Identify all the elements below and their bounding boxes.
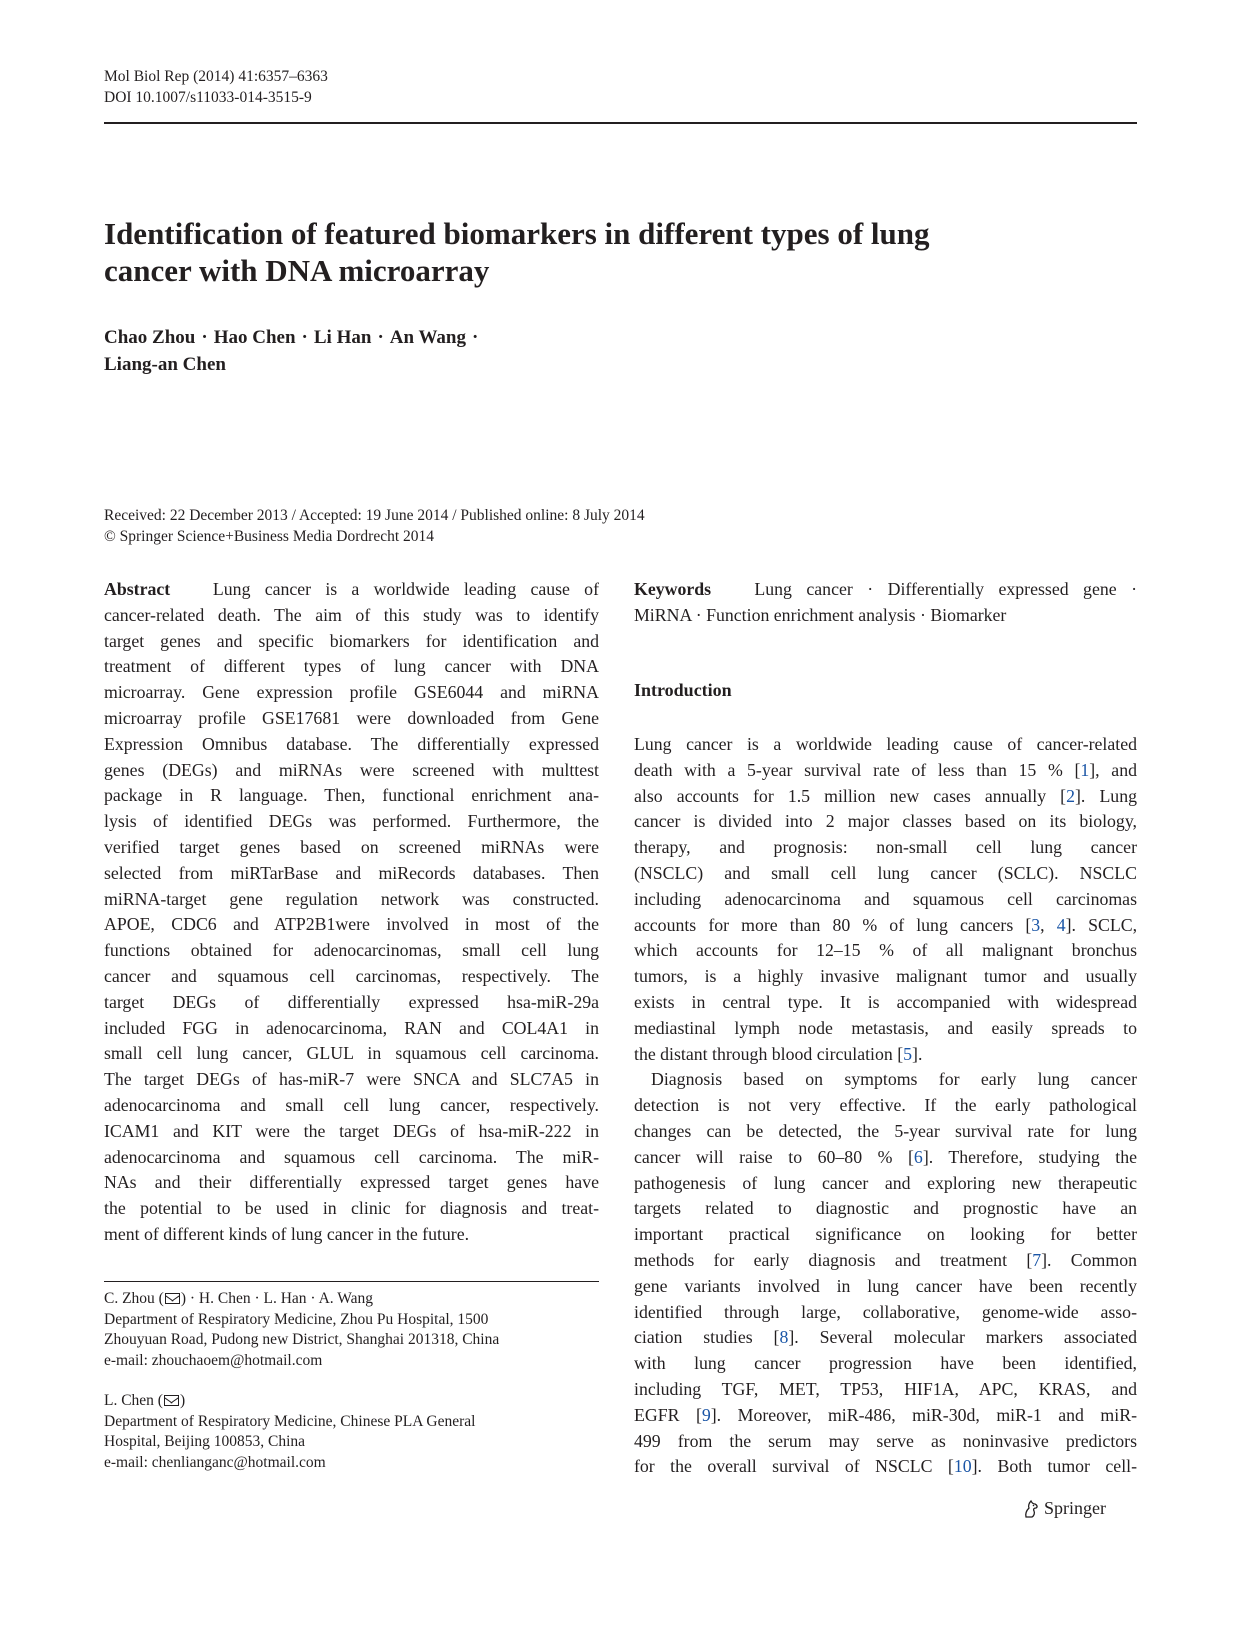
intro-line: the distant through blood circulation [5]. <box>634 1043 923 1064</box>
affiliation-email[interactable]: e-mail: zhouchaoem@hotmail.com <box>104 1351 323 1369</box>
author[interactable]: An Wang <box>389 327 466 348</box>
author-separator: · <box>201 327 208 348</box>
affiliation-names: C. Zhou ( ) · H. Chen · L. Han · A. Wang <box>104 1290 374 1307</box>
envelope-icon[interactable] <box>165 1293 180 1304</box>
intro-line: mediastinal lymph node metastasis, and easily spreads to <box>634 1017 1137 1038</box>
author-line-1 <box>104 324 484 351</box>
author-separator: · <box>377 327 384 348</box>
abstract-line: treatment of different types of lung cancer with DNA <box>104 656 599 677</box>
author[interactable]: Liang-an Chen <box>104 354 226 375</box>
intro-line: pathogenesis of lung cancer and exploring new therapeutic <box>634 1172 1137 1193</box>
citation-link[interactable]: 10 <box>953 1456 972 1477</box>
affiliation-names: L. Chen ( ) <box>104 1392 186 1409</box>
intro-line: (NSCLC) and small cell lung cancer (SCLC). NSCLC <box>634 862 1137 883</box>
copyright: © Springer Science+Business Media Dordrecht 2014 <box>104 528 435 545</box>
springer-horse-icon <box>1022 1499 1040 1519</box>
abstract-line: included FGG in adenocarcinoma, RAN and COL4A1 in <box>104 1017 599 1038</box>
abstract <box>104 577 599 1248</box>
affiliation-address: Hospital, Beijing 100853, China <box>104 1433 306 1450</box>
abstract-line: target genes and specific biomarkers for identification and <box>104 630 599 651</box>
affiliation-email[interactable]: e-mail: chenlianganc@hotmail.com <box>104 1453 326 1471</box>
affiliation-2 <box>104 1391 599 1473</box>
running-header <box>104 66 328 108</box>
intro-line: exists in central type. It is accompanied with widespread <box>634 991 1137 1012</box>
citation-link[interactable]: 2 <box>1066 785 1075 806</box>
intro-line: including TGF, MET, TP53, HIF1A, APC, KRAS, and <box>634 1378 1137 1399</box>
affiliation-1 <box>104 1289 599 1371</box>
author-separator: · <box>472 327 479 348</box>
abstract-line: APOE, CDC6 and ATP2B1were involved in most of the <box>104 914 599 935</box>
abstract-line: functions obtained for adenocarcinomas, small cell lung <box>104 940 599 961</box>
title-line-2: cancer with DNA microarray <box>104 253 490 288</box>
affiliation-address: Department of Respiratory Medicine, Chinese PLA General <box>104 1412 476 1430</box>
citation-link[interactable]: 3 <box>1031 914 1041 935</box>
abstract-line: miRNA-target gene regulation network was constructed. <box>104 888 599 909</box>
abstract-line: The target DEGs of has-miR-7 were SNCA and SLC7A5 in <box>104 1069 599 1090</box>
author-separator: · <box>301 327 308 348</box>
keywords <box>634 577 1137 629</box>
intro-line: cancer is divided into 2 major classes based on its biology, <box>634 811 1137 832</box>
intro-line: for the overall survival of NSCLC [10]. Both tumor cell- <box>634 1456 1137 1477</box>
publisher-logo <box>1022 1498 1106 1519</box>
intro-line: detection is not very effective. If the early pathological <box>634 1095 1137 1116</box>
author[interactable]: Chao Zhou <box>104 327 196 348</box>
intro-line: including adenocarcinoma and squamous cell carcinomas <box>634 888 1137 909</box>
abstract-line: adenocarcinoma and small cell lung cancer, respectively. <box>104 1094 599 1115</box>
abstract-line: Expression Omnibus database. The differentially expressed <box>104 733 599 754</box>
journal-citation: Mol Biol Rep (2014) 41:6357–6363 <box>104 68 328 85</box>
abstract-line: the potential to be used in clinic for diagnosis and treat- <box>104 1198 599 1219</box>
intro-line: cancer will raise to 60–80 % [6]. Therefore, studying the <box>634 1146 1137 1167</box>
author-line-2 <box>104 351 484 378</box>
abstract-line: ment of different kinds of lung cancer in the future. <box>104 1223 470 1244</box>
footnote-rule <box>104 1281 599 1282</box>
citation-link[interactable]: 9 <box>701 1404 711 1425</box>
abstract-line: small cell lung cancer, GLUL in squamous cell carcinoma. <box>104 1043 599 1064</box>
intro-line: Diagnosis based on symptoms for early lung cancer <box>651 1069 1137 1090</box>
abstract-line: microarray. Gene expression profile GSE6044 and miRNA <box>104 682 599 703</box>
citation-link[interactable]: 5 <box>903 1043 913 1064</box>
intro-line: with lung cancer progression have been identified, <box>634 1353 1137 1374</box>
abstract-line: target DEGs of differentially expressed hsa-miR-29a <box>104 991 599 1012</box>
affiliation-address: Zhouyuan Road, Pudong new District, Shanghai 201318, China <box>104 1331 500 1348</box>
abstract-label: Abstract <box>104 579 171 599</box>
author[interactable]: Li Han <box>313 327 372 348</box>
abstract-line: package in R language. Then, functional enrichment ana- <box>104 785 599 806</box>
title-line-1: Identification of featured biomarkers in different types of lung <box>104 216 930 251</box>
intro-line: gene variants involved in lung cancer have been recently <box>634 1275 1137 1296</box>
intro-line: changes can be detected, the 5-year survival rate for lung <box>634 1120 1137 1141</box>
intro-line: EGFR [9]. Moreover, miR-486, miR-30d, miR-1 and miR- <box>634 1404 1137 1425</box>
intro-line: Lung cancer is a worldwide leading cause of cancer-related <box>634 734 1137 754</box>
citation-link[interactable]: 7 <box>1032 1249 1042 1270</box>
abstract-line: ICAM1 and KIT were the target DEGs of hsa-miR-222 in <box>104 1120 599 1141</box>
article-title <box>104 215 1064 289</box>
intro-line: death with a 5-year survival rate of less than 15 % [1], and <box>634 759 1137 780</box>
intro-line: therapy, and prognosis: non-small cell lung cancer <box>634 837 1137 858</box>
citation-link[interactable]: 4 <box>1056 914 1066 935</box>
citation-link[interactable]: 6 <box>913 1146 923 1167</box>
keywords-line: MiRNA · Function enrichment analysis · Biomarker <box>634 604 1007 625</box>
affiliation-address: Department of Respiratory Medicine, Zhou Pu Hospital, 1500 <box>104 1310 489 1328</box>
abstract-line: Abstract Lung cancer is a worldwide leading cause of <box>104 579 599 599</box>
envelope-icon[interactable] <box>164 1395 179 1406</box>
intro-line: targets related to diagnostic and prognostic have an <box>634 1198 1137 1219</box>
intro-line: methods for early diagnosis and treatment [7]. Common <box>634 1249 1137 1270</box>
abstract-line: lysis of identified DEGs was performed. Furthermore, the <box>104 811 599 832</box>
doi[interactable]: DOI 10.1007/s11033-014-3515-9 <box>104 89 312 106</box>
author[interactable]: Hao Chen <box>213 327 296 348</box>
citation-link[interactable]: 1 <box>1080 759 1090 780</box>
header-rule <box>104 122 1137 124</box>
keywords-line: Keywords Lung cancer · Differentially expressed gene · <box>634 579 1137 599</box>
intro-line: 499 from the serum may serve as noninvasive predictors <box>634 1430 1137 1451</box>
received-accepted-published: Received: 22 December 2013 / Accepted: 19 June 2014 / Published online: 8 July 2014 <box>104 507 645 524</box>
abstract-line: genes (DEGs) and miRNAs were screened with multtest <box>104 759 599 780</box>
publication-dates <box>104 505 645 547</box>
intro-line: ciation studies [8]. Several molecular markers associated <box>634 1327 1137 1348</box>
abstract-line: microarray profile GSE17681 were downloaded from Gene <box>104 707 599 728</box>
author-list <box>104 324 484 378</box>
publisher-name: Springer <box>1044 1498 1106 1518</box>
abstract-line: cancer and squamous cell carcinomas, respectively. The <box>104 965 599 986</box>
abstract-line: verified target genes based on screened miRNAs were <box>104 836 599 857</box>
intro-line: which accounts for 12–15 % of all malignant bronchus <box>634 940 1137 961</box>
abstract-line: NAs and their differentially expressed target genes have <box>104 1172 599 1193</box>
introduction-body <box>634 732 1137 1480</box>
intro-line: identified through large, collaborative, genome-wide asso- <box>634 1301 1137 1322</box>
abstract-line: selected from miRTarBase and miRecords databases. Then <box>104 862 599 883</box>
abstract-line: cancer-related death. The aim of this study was to identify <box>104 604 599 625</box>
intro-line: also accounts for 1.5 million new cases annually [2]. Lung <box>634 785 1137 806</box>
citation-link[interactable]: 8 <box>779 1327 789 1348</box>
abstract-line: adenocarcinoma and squamous cell carcinoma. The miR- <box>104 1146 599 1167</box>
intro-line: important practical significance on looking for better <box>634 1224 1137 1245</box>
intro-line: tumors, is a highly invasive malignant tumor and usually <box>634 966 1137 987</box>
keywords-label: Keywords <box>634 579 712 599</box>
intro-line: accounts for more than 80 % of lung cancers [3, 4]. SCLC, <box>634 914 1137 935</box>
section-heading-introduction: Introduction <box>634 680 732 700</box>
